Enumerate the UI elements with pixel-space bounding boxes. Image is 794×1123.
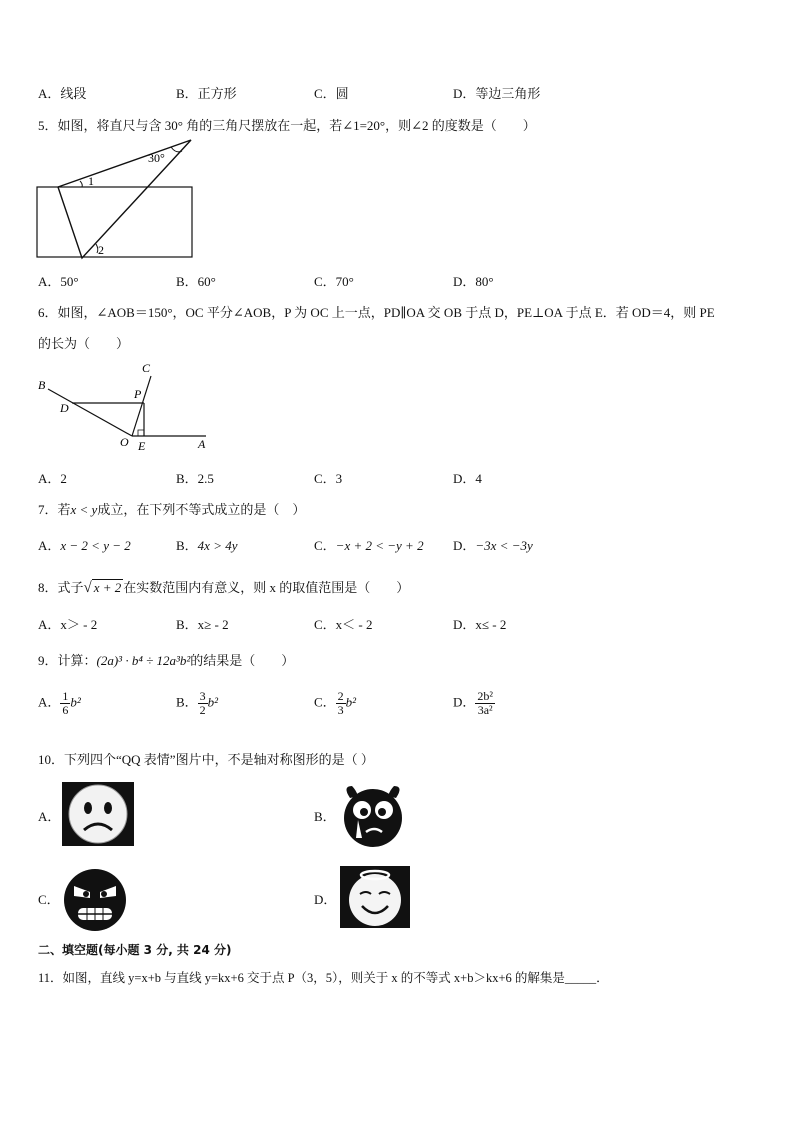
q6-option-d: D．4 [453,471,482,486]
q7-option-b: B．4x > 4y [176,538,238,553]
q10-option-b-label: B． [314,809,336,824]
q5-option-a: A．50° [38,274,79,289]
q5-stem: 5．如图，将直尺与含 30° 角的三角尺摆放在一起，若∠1=20°，则∠2 的度数是（ ） [38,118,536,133]
q9-option-d: D． $\frac{\text{2b²}}{\text{3a²}}$ [453,689,493,717]
q7-condition: x < y [70,502,98,517]
angel-face-icon [340,866,410,928]
q6-stem-line1: 6．如图，∠AOB＝150°，OC 平分∠AOB，P 为 OC 上一点，PD∥OA 交 OB 于点 D，PE⊥OA 于点 E．若 OD＝4，则 PE [38,305,715,320]
q5-angle-label: 30° [148,151,165,165]
q7-stem: 7．若x < y成立，在下列不等式成立的是（ ） [38,502,306,517]
q6-label-b: B [38,378,46,392]
q8-stem: 8．式子√ x + 2 在实数范围内有意义，则 x 的取值范围是（ ） [38,580,410,596]
q11-stem: 11．如图，直线 y=x+b 与直线 y=kx+6 交于点 P（3，5），则关于 x 的不等式 x+b＞kx+6 的解集是_____． [38,971,609,985]
angry-face-icon [60,866,130,932]
section-title-fill-in: 二、填空题(每小题 3 分, 共 24 分) [38,943,232,957]
q7-option-a: A．x − 2 < y − 2 [38,538,131,553]
q8-option-c: C．x＜ - 2 [314,617,373,632]
q6-stem-line2: 的长为（ ） [38,336,130,351]
sqrt-icon: √ [83,580,92,596]
q5-option-c: C．70° [314,274,354,289]
q6-angle-figure [36,360,212,456]
q6-label-d: D [60,401,69,415]
q7-option-d: D．−3x < −3y [453,538,533,553]
q4-option-a: A．线段 [38,86,87,101]
q8-option-b: B．x≥ - 2 [176,617,229,632]
q4-option-c: C．圆 [314,86,349,101]
q6-option-c: C．3 [314,471,343,486]
sad-face-icon [62,782,134,846]
q9-option-c: C． $\frac{2}{3}$ b² [314,689,357,717]
q6-option-b: B．2.5 [176,471,214,486]
q9-option-a: A． $\frac{1}{6}$ b² [38,689,81,717]
q6-label-e: E [138,439,146,453]
q9-stem: 9．计算：(2a)³ · b⁴ ÷ 12a³b²的结果是（ ） [38,653,295,668]
q8-radicand: x + 2 [93,580,122,595]
q7-option-c: C．−x + 2 < −y + 2 [314,538,424,553]
q9-option-b: B． $\frac{3}{2}$ b² [176,689,219,717]
q4-option-b: B．正方形 [176,86,237,101]
q6-label-a: A [198,437,206,451]
q5-label-1: 1 [88,174,94,188]
q10-option-a-label: A． [38,809,61,824]
q8-option-a: A．x＞ - 2 [38,617,98,632]
q5-option-d: D．80° [453,274,494,289]
q10-option-d-label: D． [314,892,337,907]
q6-label-o: O [120,435,129,449]
q9-expression: (2a)³ · b⁴ ÷ 12a³b² [96,653,191,668]
q8-option-d: D．x≤ - 2 [453,617,507,632]
q5-ruler-triangle-figure [36,137,198,261]
crying-face-icon [338,780,408,848]
q5-option-b: B．60° [176,274,216,289]
q10-option-c-label: C． [38,892,60,907]
q10-stem: 10．下列四个“QQ 表情”图片中，不是轴对称图形的是（ ） [38,752,374,767]
q6-option-a: A．2 [38,471,67,486]
q5-label-2: 2 [98,243,104,257]
q6-label-p: P [134,387,142,401]
q4-option-d: D．等边三角形 [453,86,541,101]
q6-label-c: C [142,361,151,375]
